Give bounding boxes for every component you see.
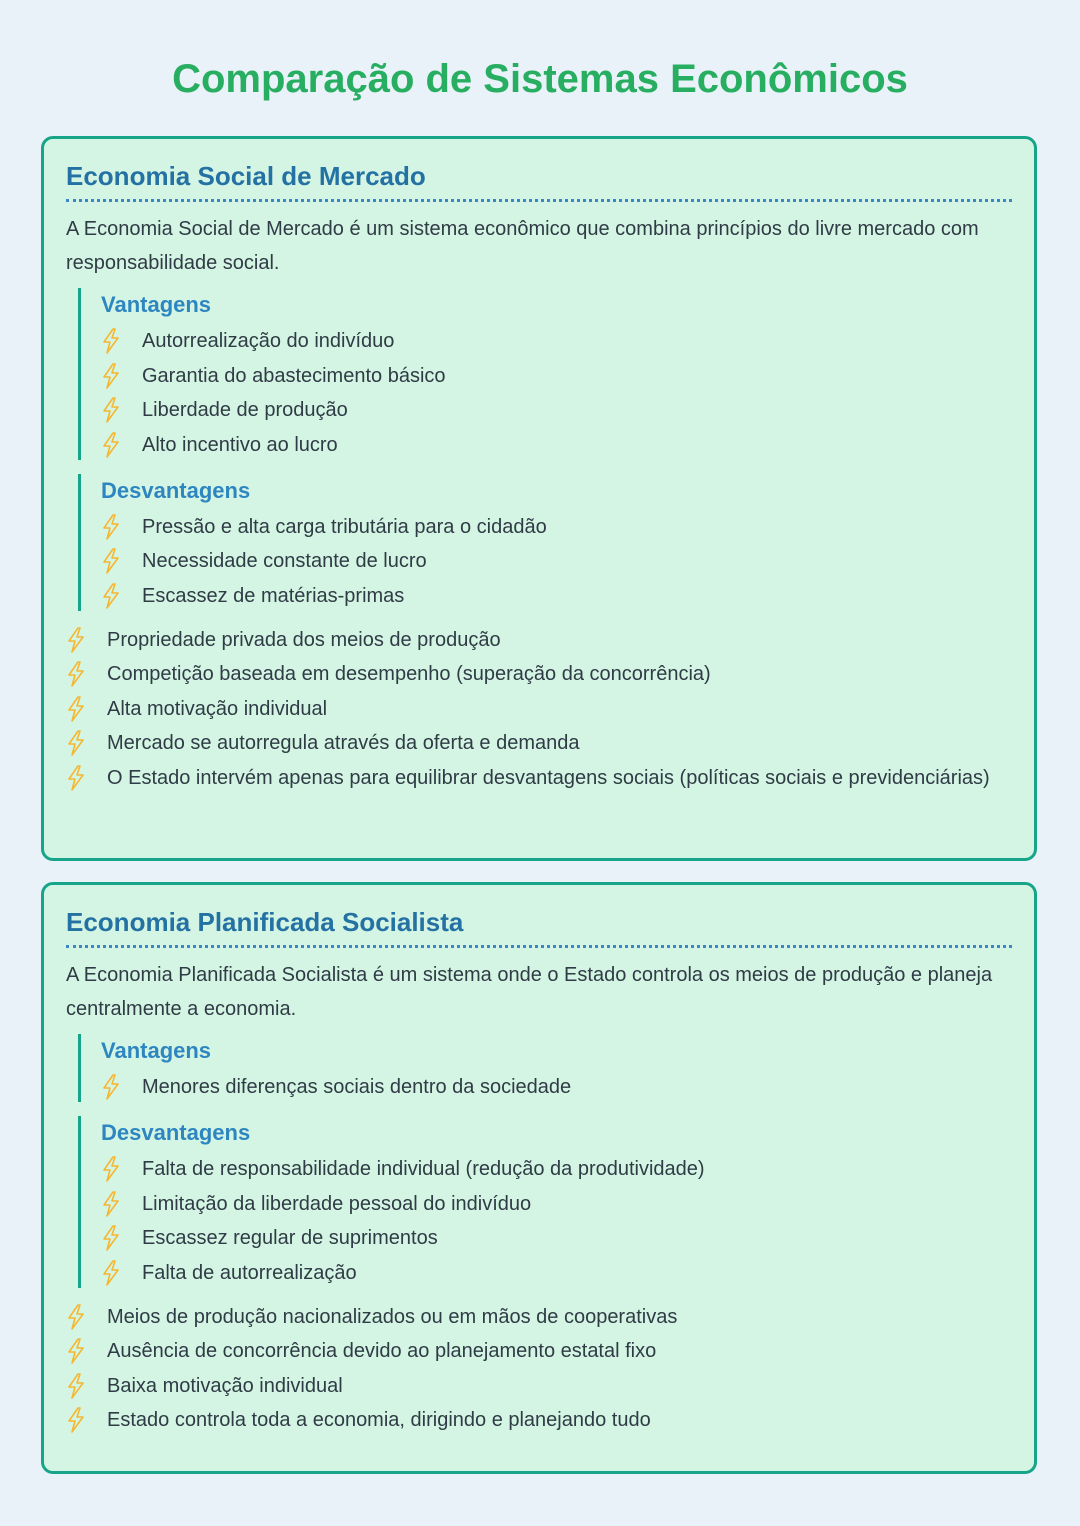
list-item [66,1405,1012,1435]
disadvantages-title: Desvantagens [101,1120,251,1145]
lightning-icon [66,696,86,722]
lightning-icon [66,661,86,687]
disadvantages-title: Desvantagens [101,477,251,503]
list-item-text: O Estado intervém apenas para equilibrar desvantagens sociais (políticas sociais e previdenciárias) [107,766,990,789]
list-item [66,763,1012,793]
list-item [101,1189,1012,1219]
card-title: Economia Social de Mercado [66,159,1012,202]
lightning-icon [101,1074,121,1100]
list-item-text: Menores diferenças sociais dentro da sociedade [142,1076,572,1098]
card-description: A Economia Planificada Socialista é um sistema onde o Estado controla os meios de produção e planeja centralmente a economia. [66,964,993,1020]
advantages-title: Vantagens [101,1038,212,1063]
lightning-icon [101,548,121,574]
list-item-text: Pressão e alta carga tributária para o cidadão [142,515,547,538]
list-item [101,1223,1012,1253]
list-item-text: Falta de responsabilidade individual (redução da produtividade) [142,1158,705,1180]
list-item-text: Falta de autorrealização [142,1261,357,1284]
list-item-text: Alta motivação individual [107,697,328,720]
list-item [101,395,1012,425]
list-item-text: Liberdade de produção [142,399,348,421]
lightning-icon [101,432,121,458]
list-item [66,1371,1012,1401]
list-item [66,659,1012,689]
list-item [66,1336,1012,1366]
advantages-block [78,288,1012,460]
list-item [101,512,1012,542]
list-item-text: Limitação da liberdade pessoal do indivíduo [142,1192,532,1215]
disadvantages-block [78,474,1012,611]
card-description: A Economia Social de Mercado é um sistema econômico que combina princípios do livre mercado com responsabilidade social. [66,218,979,274]
advantages-list [101,326,1012,460]
disadvantages-block [78,1116,1012,1288]
lightning-icon [66,1304,86,1330]
advantages-list [101,1072,1012,1102]
list-item [101,581,1012,611]
list-item-text: Autorrealização do indivíduo [142,330,395,352]
list-item [101,326,1012,356]
lightning-icon [101,1225,121,1251]
page-title: Comparação de Sistemas Econômicos [172,57,908,101]
lightning-icon [66,627,86,653]
list-item-text: Meios de produção nacionalizados ou em mãos de cooperativas [107,1305,678,1328]
list-item-text: Garantia do abastecimento básico [142,364,446,387]
lightning-icon [66,1338,86,1364]
list-item-text: Escassez regular de suprimentos [142,1227,438,1249]
list-item [66,625,1012,655]
lightning-icon [66,730,86,756]
disadvantages-list [101,1154,1012,1288]
lightning-icon [101,397,121,423]
lightning-icon [101,514,121,540]
list-item [101,1258,1012,1288]
list-item [101,1154,1012,1184]
features-list [66,625,1012,793]
lightning-icon [101,1191,121,1217]
list-item-text: Mercado se autorregula através da oferta e demanda [107,732,580,754]
lightning-icon [101,1260,121,1286]
list-item-text: Escassez de matérias-primas [142,584,405,607]
list-item [66,1302,1012,1332]
list-item-text: Alto incentivo ao lucro [142,433,338,456]
list-item-text: Estado controla toda a economia, dirigindo e planejando tudo [107,1409,651,1431]
card-social-market-economy [41,136,1037,861]
lightning-icon [66,765,86,791]
list-item [66,694,1012,724]
list-item [101,361,1012,391]
list-item-text: Necessidade constante de lucro [142,550,427,572]
list-item [101,430,1012,460]
features-list [66,1302,1012,1436]
list-item [66,728,1012,758]
lightning-icon [101,1156,121,1182]
card-title: Economia Planificada Socialista [66,905,1012,948]
lightning-icon [66,1407,86,1433]
list-item-text: Ausência de concorrência devido ao planejamento estatal fixo [107,1340,657,1362]
lightning-icon [101,363,121,389]
disadvantages-list [101,512,1012,611]
card-socialist-planned-economy [41,882,1037,1474]
lightning-icon [101,583,121,609]
list-item [101,546,1012,576]
advantages-block [78,1034,1012,1102]
lightning-icon [66,1373,86,1399]
list-item-text: Competição baseada em desempenho (superação da concorrência) [107,663,711,685]
list-item-text: Propriedade privada dos meios de produção [107,628,501,651]
list-item [101,1072,1012,1102]
advantages-title: Vantagens [101,292,212,317]
list-item-text: Baixa motivação individual [107,1374,343,1397]
lightning-icon [101,328,121,354]
